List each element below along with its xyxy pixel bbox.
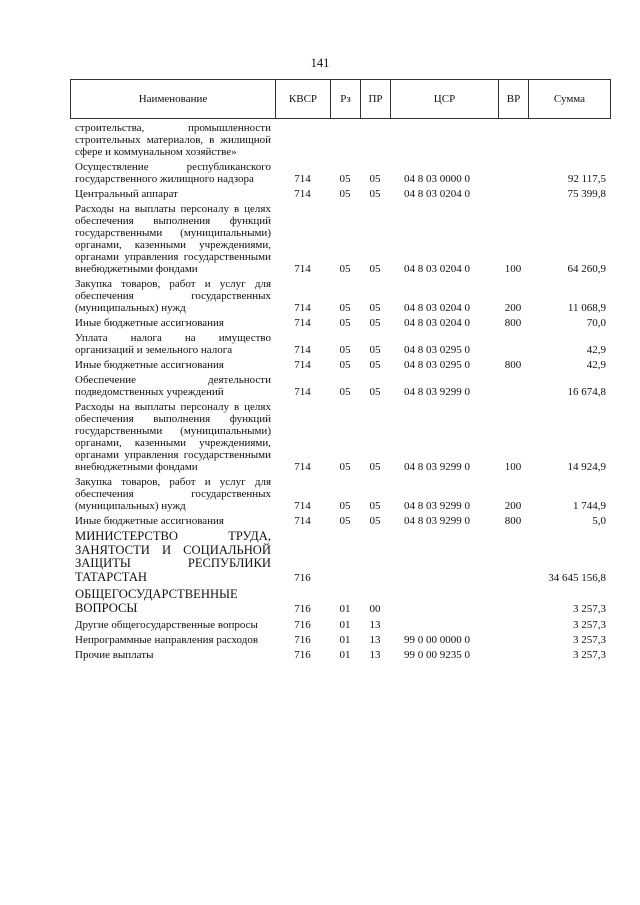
cell-kvsr: 714 [294,461,311,473]
cell-sum: 14 924,9 [567,461,606,473]
cell-name: Иные бюджетные ассигнования [75,317,224,329]
cell-sum: 3 257,3 [573,634,606,646]
cell-csr: 04 8 03 9299 0 [404,461,470,473]
table-row [70,619,610,631]
cell-kvsr: 716 [294,603,311,615]
cell-name: строительства, промышленности строительных материалов, в жилищной сфере и коммунальном хозяйстве» [75,122,271,158]
cell-pr: 13 [369,649,381,661]
cell-pr: 05 [369,515,381,527]
cell-name: Закупка товаров, работ и услуг для обеспечения государственных (муниципальных) нужд [75,278,271,314]
cell-kvsr: 714 [294,302,311,314]
table-row [70,530,610,584]
cell-kvsr: 714 [294,173,311,185]
cell-name: Расходы на выплаты персоналу в целях обеспечения выполнения функций государственными (муниципальными) органами, казенными учреждениями, органами управления государственными внебюджетными фондами [75,203,271,275]
cell-pr: 05 [369,173,381,185]
cell-name: Иные бюджетные ассигнования [75,515,224,527]
cell-kvsr: 714 [294,386,311,398]
cell-name: Центральный аппарат [75,188,178,200]
cell-sum: 3 257,3 [573,619,606,631]
cell-kvsr: 714 [294,188,311,200]
column-header-name: Наименование [71,80,276,119]
cell-rz: 05 [339,302,351,314]
cell-rz: 05 [339,263,351,275]
cell-sum: 92 117,5 [567,173,606,185]
cell-pr: 05 [369,461,381,473]
cell-pr: 05 [369,344,381,356]
column-header-rz: Рз [331,80,361,119]
cell-pr: 05 [369,263,381,275]
cell-pr: 05 [369,359,381,371]
cell-csr: 99 0 00 0000 0 [404,634,470,646]
table-row [70,317,610,329]
cell-name: Непрограммные направления расходов [75,634,259,646]
cell-rz: 05 [339,500,351,512]
table-row [70,359,610,371]
cell-rz: 05 [339,344,351,356]
cell-kvsr: 716 [294,649,311,661]
cell-csr: 04 8 03 9299 0 [404,515,470,527]
budget-table-body [70,122,610,664]
cell-kvsr: 714 [294,344,311,356]
cell-csr: 04 8 03 9299 0 [404,500,470,512]
cell-vr: 800 [504,515,522,527]
table-row [70,161,610,185]
cell-name: Закупка товаров, работ и услуг для обеспечения государственных (муниципальных) нужд [75,476,271,512]
cell-pr: 13 [369,619,381,631]
table-row [70,374,610,398]
cell-kvsr: 716 [294,634,311,646]
cell-pr: 00 [369,603,381,615]
cell-csr: 04 8 03 9299 0 [404,386,470,398]
cell-vr: 100 [504,263,522,275]
table-row [70,476,610,512]
cell-rz: 01 [339,603,351,615]
cell-sum: 34 645 156,8 [548,572,606,584]
cell-name: Расходы на выплаты персоналу в целях обеспечения выполнения функций государственными (муниципальными) органами, казенными учреждениями, органами управления государственными внебюджетными фондами [75,401,271,473]
cell-sum: 16 674,8 [567,386,606,398]
column-header-kvsr: КВСР [276,80,331,119]
column-header-sum: Сумма [529,80,611,119]
cell-sum: 5,0 [592,515,606,527]
cell-kvsr: 714 [294,263,311,275]
cell-sum: 3 257,3 [573,603,606,615]
cell-rz: 05 [339,386,351,398]
cell-vr: 800 [504,317,522,329]
table-row [70,649,610,661]
cell-name: Обеспечение деятельности подведомственных учреждений [75,374,271,398]
cell-sum: 11 068,9 [567,302,606,314]
cell-pr: 05 [369,188,381,200]
cell-name: Прочие выплаты [75,649,154,661]
table-row [70,278,610,314]
page-number: 141 [310,56,330,70]
table-row [70,332,610,356]
cell-csr: 99 0 00 9235 0 [404,649,470,661]
cell-sum: 75 399,8 [567,188,606,200]
cell-rz: 01 [339,634,351,646]
cell-pr: 05 [369,500,381,512]
table-row [70,515,610,527]
cell-vr: 200 [504,302,522,314]
cell-rz: 05 [339,188,351,200]
cell-pr: 05 [369,317,381,329]
cell-kvsr: 714 [294,317,311,329]
cell-sum: 64 260,9 [567,263,606,275]
table-row [70,203,610,275]
cell-vr: 100 [504,461,522,473]
table-row [70,401,610,473]
cell-pr: 05 [369,386,381,398]
cell-rz: 05 [339,359,351,371]
table-row [70,122,610,158]
column-header-csr: ЦСР [391,80,499,119]
cell-kvsr: 716 [294,572,311,584]
cell-rz: 05 [339,317,351,329]
cell-csr: 04 8 03 0204 0 [404,317,470,329]
cell-sum: 42,9 [586,344,606,356]
cell-kvsr: 716 [294,619,311,631]
cell-vr: 200 [504,500,522,512]
cell-name: Другие общегосударственные вопросы [75,619,258,631]
cell-name: Уплата налога на имущество организаций и земельного налога [75,332,271,356]
cell-sum: 42,9 [586,359,606,371]
cell-csr: 04 8 03 0000 0 [404,173,470,185]
budget-table-header [70,79,611,119]
cell-rz: 05 [339,173,351,185]
cell-sum: 70,0 [586,317,606,329]
table-row [70,634,610,646]
cell-name: МИНИСТЕРСТВО ТРУДА, ЗАНЯТОСТИ И СОЦИАЛЬНОЙ ЗАЩИТЫ РЕСПУБЛИКИ ТАТАРСТАН [75,529,271,584]
cell-pr: 05 [369,302,381,314]
cell-pr: 13 [369,634,381,646]
cell-kvsr: 714 [294,500,311,512]
cell-csr: 04 8 03 0204 0 [404,188,470,200]
cell-rz: 01 [339,649,351,661]
cell-name: Осуществление республиканского государственного жилищного надзора [75,161,271,185]
cell-sum: 3 257,3 [573,649,606,661]
cell-csr: 04 8 03 0295 0 [404,344,470,356]
cell-rz: 05 [339,515,351,527]
cell-sum: 1 744,9 [573,500,606,512]
table-row [70,588,610,615]
cell-name: ОБЩЕГОСУДАРСТВЕННЫЕ ВОПРОСЫ [75,587,238,615]
cell-csr: 04 8 03 0295 0 [404,359,470,371]
cell-rz: 05 [339,461,351,473]
cell-csr: 04 8 03 0204 0 [404,263,470,275]
cell-kvsr: 714 [294,515,311,527]
column-header-vr: ВР [499,80,529,119]
cell-csr: 04 8 03 0204 0 [404,302,470,314]
table-row [70,188,610,200]
cell-rz: 01 [339,619,351,631]
column-header-pr: ПР [361,80,391,119]
cell-kvsr: 714 [294,359,311,371]
cell-name: Иные бюджетные ассигнования [75,359,224,371]
cell-vr: 800 [504,359,522,371]
